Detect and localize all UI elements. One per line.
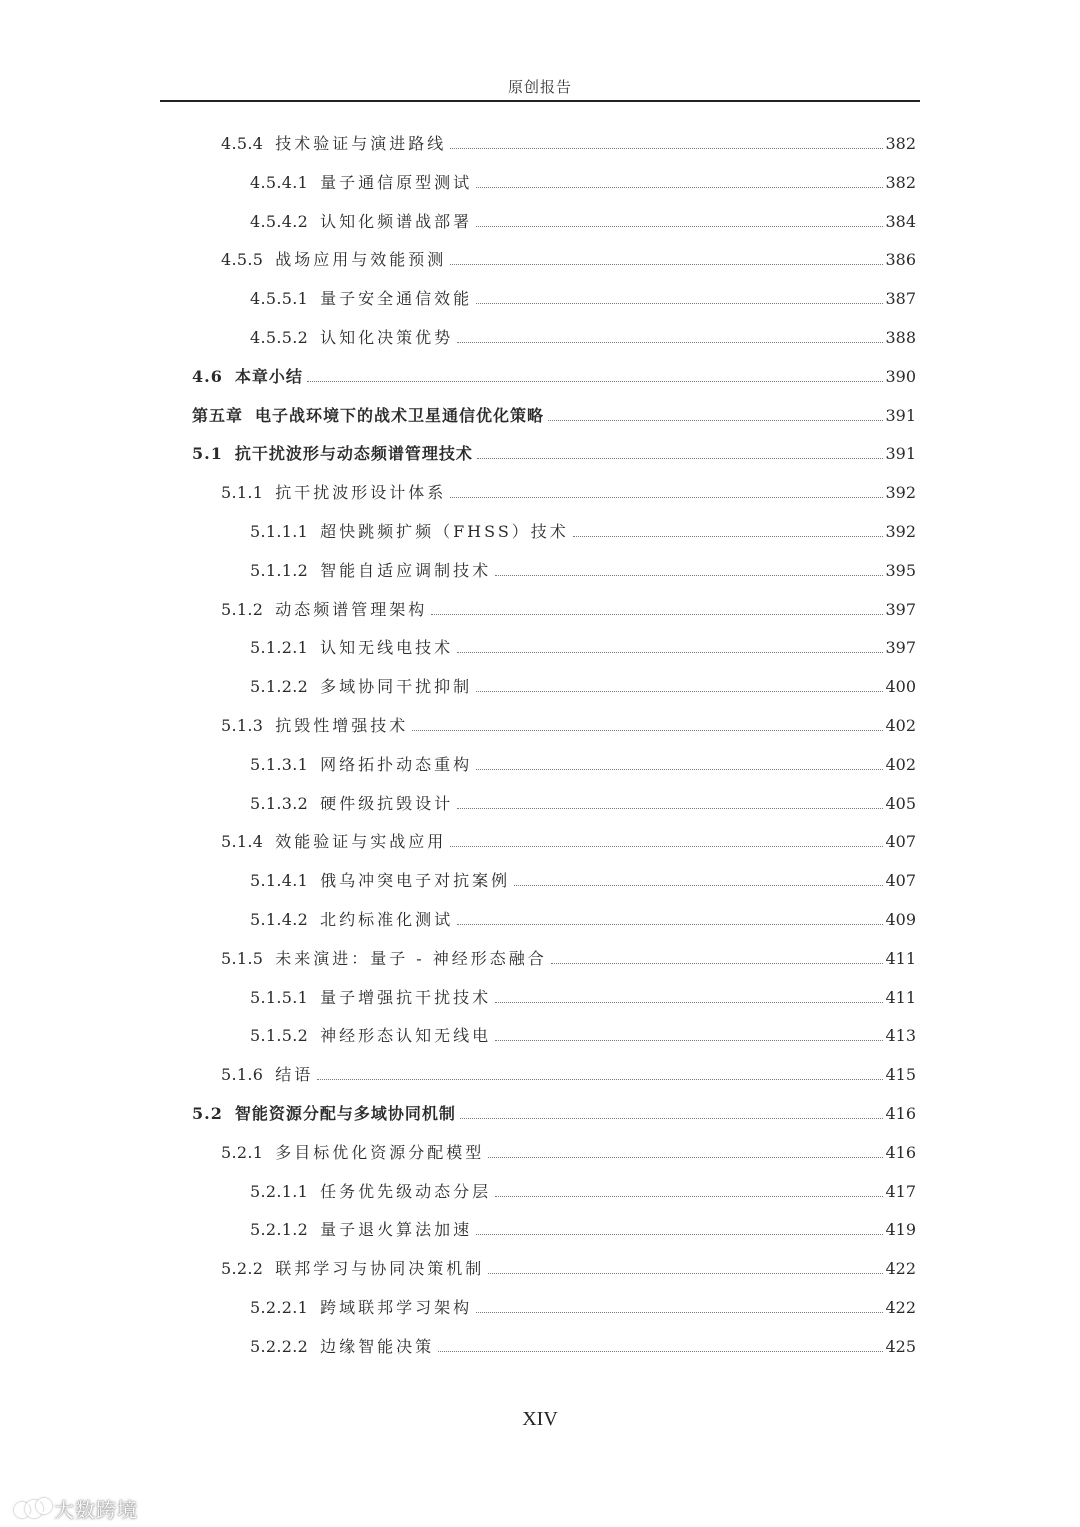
toc-dot-leader [457, 807, 883, 809]
toc-dot-leader [476, 1233, 883, 1235]
toc-dot-leader [495, 1195, 883, 1197]
toc-entry-page: 395 [885, 560, 916, 580]
toc-entry-number: 5.1.1 [221, 483, 264, 503]
toc-entry[interactable] [250, 1294, 916, 1318]
toc-entry[interactable] [221, 945, 916, 969]
toc-entry-title: 智能自适应调制技术 [320, 560, 492, 580]
toc-entry-title: 本章小结 [234, 366, 303, 386]
toc-entry[interactable] [250, 906, 916, 930]
toc-entry[interactable] [221, 828, 916, 852]
page-number: XIV [522, 1408, 558, 1430]
toc-entry-title: 神经形态认知无线电 [320, 1026, 492, 1046]
toc-dot-leader [495, 574, 883, 576]
toc-entry-page: 411 [885, 948, 916, 968]
toc-entry[interactable] [250, 1022, 916, 1046]
toc-dot-leader [551, 962, 884, 964]
toc-dot-leader [476, 690, 883, 692]
watermark-text: 大数跨境 [54, 1498, 138, 1522]
toc-entry-number: 5.1.2.1 [250, 638, 309, 658]
toc-entry-title: 动态频谱管理架构 [275, 599, 428, 619]
toc-entry-page: 425 [885, 1336, 916, 1356]
toc-entry[interactable] [250, 1216, 916, 1240]
toc-entry-title: 认知化决策优势 [320, 328, 454, 347]
toc-dot-leader [450, 496, 883, 498]
toc-entry-number: 5.1.2.2 [250, 677, 309, 697]
toc-dot-leader [548, 419, 883, 421]
toc-entry-page: 422 [885, 1259, 916, 1279]
toc-dot-leader [488, 1272, 883, 1274]
toc-entry-page: 402 [885, 754, 916, 774]
toc-entry[interactable] [250, 285, 916, 309]
toc-entry-title: 抗干扰波形设计体系 [275, 483, 447, 503]
toc-entry-number: 4.6 [192, 366, 223, 386]
toc-entry-page: 397 [885, 638, 916, 658]
toc-entry[interactable] [221, 596, 916, 620]
toc-entry-number: 4.5.4 [221, 134, 264, 153]
toc-entry-title: 量子退火算法加速 [320, 1220, 473, 1240]
toc-dot-leader [438, 1350, 883, 1352]
toc-entry-number: 第五章 [192, 405, 244, 425]
toc-entry-title: 边缘智能决策 [320, 1336, 435, 1356]
toc-dot-leader [412, 729, 883, 731]
toc-dot-leader [450, 845, 883, 847]
toc-entry[interactable] [250, 673, 916, 697]
toc-entry-title: 技术验证与演进路线 [275, 134, 447, 153]
toc-entry-number: 5.1.5 [221, 948, 264, 968]
toc-entry[interactable] [221, 1255, 916, 1279]
toc-entry-page: 382 [885, 134, 916, 153]
toc-entry-title: 智能资源分配与多域协同机制 [234, 1104, 456, 1123]
toc-entry-number: 5.1.2 [221, 599, 264, 619]
toc-dot-leader [450, 263, 883, 265]
toc-entry[interactable] [250, 984, 916, 1008]
toc-dot-leader [495, 1039, 883, 1041]
toc-entry-page: 392 [885, 483, 916, 503]
toc-entry-number: 5.2 [192, 1104, 223, 1123]
toc-dot-leader [450, 147, 883, 149]
toc-entry-title: 网络拓扑动态重构 [320, 754, 473, 774]
toc-dot-leader [317, 1078, 883, 1080]
toc-entry-number: 5.1.4.1 [250, 871, 309, 891]
toc-dot-leader [307, 380, 884, 382]
toc-entry-title: 认知无线电技术 [320, 638, 454, 658]
toc-entry-title: 效能验证与实战应用 [275, 832, 447, 852]
toc-entry[interactable] [192, 440, 916, 464]
toc-entry-page: 392 [885, 522, 916, 541]
toc-dot-leader [476, 225, 883, 227]
toc-entry-page: 422 [885, 1298, 916, 1317]
toc-entry-title: 量子安全通信效能 [320, 289, 473, 309]
toc-entry-page: 416 [885, 1104, 916, 1123]
toc-entry[interactable] [250, 208, 916, 232]
toc-entry-title: 认知化频谱战部署 [320, 211, 473, 231]
toc-entry-page: 419 [885, 1220, 916, 1240]
toc-entry-number: 5.1.5.2 [250, 1026, 309, 1046]
toc-entry[interactable] [250, 1333, 916, 1357]
toc-entry-page: 382 [885, 172, 916, 192]
watermark-logo-icon [14, 1498, 50, 1520]
toc-entry-number: 4.5.5 [221, 250, 264, 270]
toc-entry-page: 397 [885, 599, 916, 619]
toc-entry-number: 5.1.3.2 [250, 793, 309, 813]
toc-entry-page: 413 [885, 1026, 916, 1046]
toc-entry-number: 5.1.4.2 [250, 910, 309, 929]
toc-entry[interactable] [221, 246, 916, 270]
toc-entry-title: 未来演进：量子 - 神经形态融合 [275, 948, 547, 968]
toc-entry-number: 5.2.2 [221, 1259, 264, 1279]
toc-dot-leader [488, 1156, 883, 1158]
toc-entry-title: 北约标准化测试 [320, 910, 454, 929]
toc-entry-number: 5.1.5.1 [250, 987, 309, 1007]
toc-dot-leader [431, 613, 883, 615]
toc-dot-leader [514, 884, 883, 886]
toc-dot-leader [457, 923, 883, 925]
toc-dot-leader [476, 768, 883, 770]
toc-entry-page: 390 [885, 366, 916, 386]
toc-entry-page: 407 [885, 832, 916, 852]
toc-entry[interactable] [250, 557, 916, 581]
toc-entry[interactable] [250, 790, 916, 814]
toc-entry[interactable] [250, 518, 916, 542]
toc-entry[interactable] [221, 1061, 916, 1085]
toc-entry-number: 5.1.1.2 [250, 560, 309, 580]
toc-entry-page: 387 [885, 289, 916, 309]
toc-dot-leader [477, 457, 884, 459]
page-header-title: 原创报告 [507, 78, 572, 96]
toc-entry-page: 416 [885, 1142, 916, 1162]
toc-dot-leader [476, 1311, 883, 1313]
toc-entry-title: 战场应用与效能预测 [275, 250, 447, 270]
toc-entry-title: 任务优先级动态分层 [320, 1181, 492, 1201]
header-divider [160, 100, 920, 102]
toc-entry[interactable] [221, 130, 916, 154]
toc-entry-number: 5.2.1.1 [250, 1181, 309, 1201]
toc-entry[interactable] [192, 1100, 916, 1124]
toc-entry[interactable] [221, 479, 916, 503]
toc-entry-title: 多域协同干扰抑制 [320, 677, 473, 697]
toc-entry-number: 5.1.3 [221, 716, 264, 735]
toc-entry-number: 5.1 [192, 444, 223, 464]
toc-entry-page: 384 [885, 211, 916, 231]
toc-entry-title: 硬件级抗毁设计 [320, 793, 454, 813]
toc-entry-page: 391 [885, 405, 916, 425]
toc-entry-title: 电子战环境下的战术卫星通信优化策略 [255, 405, 545, 425]
toc-dot-leader [457, 651, 883, 653]
toc-entry-title: 俄乌冲突电子对抗案例 [320, 871, 511, 891]
toc-entry-number: 5.1.6 [221, 1065, 264, 1085]
toc-entry[interactable] [250, 1178, 916, 1202]
toc-dot-leader [476, 302, 883, 304]
toc-entry-title: 量子增强抗干扰技术 [320, 987, 492, 1007]
toc-entry-page: 386 [885, 250, 916, 270]
toc-entry-number: 5.1.1.1 [250, 522, 309, 541]
toc-entry[interactable] [250, 634, 916, 658]
toc-entry-number: 4.5.4.2 [250, 211, 309, 231]
toc-entry[interactable] [221, 712, 916, 736]
toc-entry-number: 5.1.4 [221, 832, 264, 852]
toc-entry-title: 结语 [275, 1065, 314, 1085]
toc-entry-number: 5.2.1.2 [250, 1220, 309, 1240]
toc-dot-leader [495, 1001, 883, 1003]
toc-entry-page: 391 [885, 444, 916, 464]
toc-entry[interactable] [250, 867, 916, 891]
toc-entry-title: 超快跳频扩频（FHSS）技术 [320, 522, 569, 541]
toc-entry-page: 415 [885, 1065, 916, 1085]
toc-entry[interactable] [250, 751, 916, 775]
toc-entry-title: 量子通信原型测试 [320, 172, 473, 192]
toc-entry-page: 409 [885, 910, 916, 929]
toc-entry[interactable] [192, 402, 916, 426]
toc-entry[interactable] [250, 324, 916, 348]
toc-entry-page: 402 [885, 716, 916, 735]
toc-entry-number: 5.2.1 [221, 1142, 264, 1162]
toc-entry-page: 407 [885, 871, 916, 891]
toc-entry-number: 5.2.2.2 [250, 1336, 309, 1356]
toc-entry-title: 多目标优化资源分配模型 [275, 1142, 485, 1162]
toc-entry-title: 抗干扰波形与动态频谱管理技术 [234, 444, 473, 464]
toc-entry-number: 5.1.3.1 [250, 754, 309, 774]
toc-dot-leader [476, 186, 883, 188]
toc-entry-page: 405 [885, 793, 916, 813]
toc-entry-page: 417 [885, 1181, 916, 1201]
toc-entry-page: 411 [885, 987, 916, 1007]
toc-entry-title: 抗毁性增强技术 [275, 716, 409, 735]
toc-entry-page: 400 [885, 677, 916, 697]
toc-dot-leader [573, 535, 884, 537]
toc-entry[interactable] [192, 363, 916, 387]
toc-entry-page: 388 [885, 328, 916, 347]
toc-entry[interactable] [250, 169, 916, 193]
toc-entry[interactable] [221, 1139, 916, 1163]
toc-entry-number: 4.5.4.1 [250, 172, 309, 192]
toc-entry-number: 4.5.5.2 [250, 328, 309, 347]
toc-entry-number: 4.5.5.1 [250, 289, 309, 309]
toc-entry-number: 5.2.2.1 [250, 1298, 309, 1317]
watermark [14, 1494, 138, 1523]
toc-entry-title: 跨域联邦学习架构 [320, 1298, 473, 1317]
toc-dot-leader [457, 341, 883, 343]
toc-dot-leader [460, 1117, 884, 1119]
toc-entry-title: 联邦学习与协同决策机制 [275, 1259, 485, 1279]
